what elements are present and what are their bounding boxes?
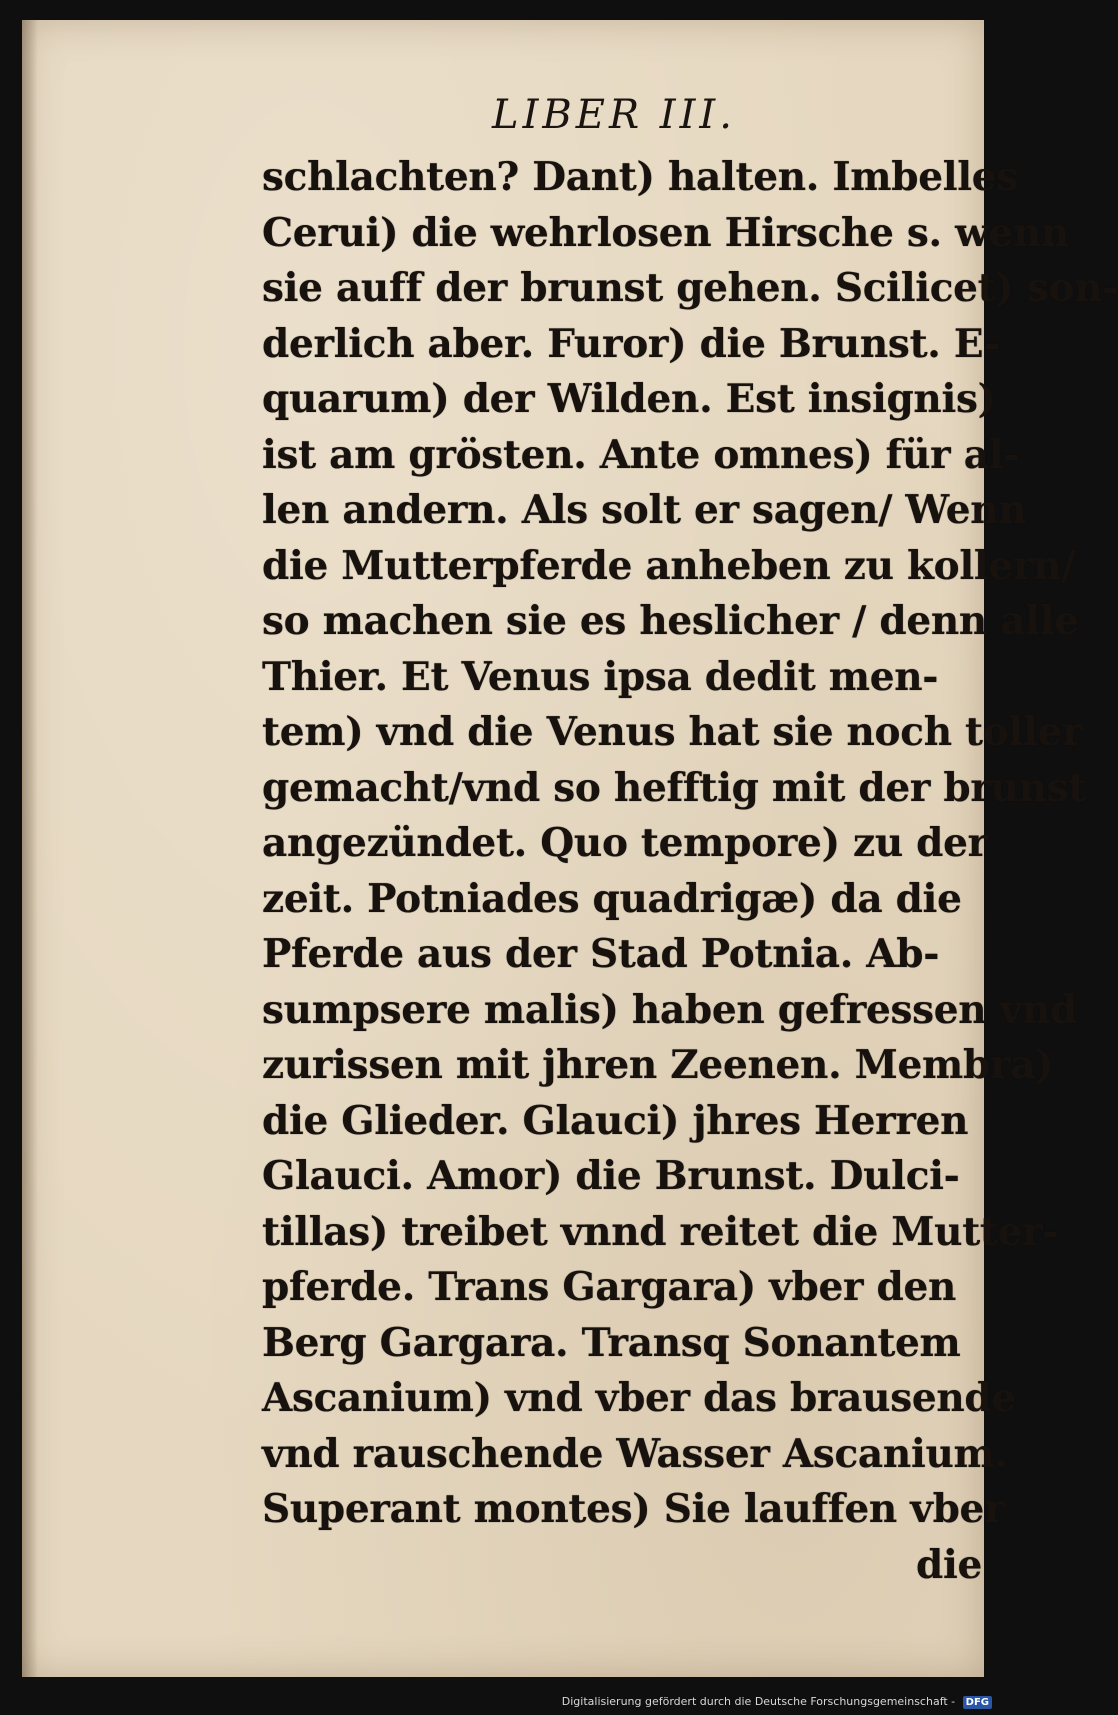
text-line: Cerui) die wehrlosen Hirsche s. wenn <box>262 209 1069 256</box>
text-line: tem) vnd die Venus hat sie noch toller <box>262 709 1083 755</box>
text-line: len andern. Als solt er sagen/ Wenn <box>262 487 1027 533</box>
text-line: angezündet. Quo tempore) zu der <box>262 820 988 866</box>
running-head: LIBER III. <box>492 92 736 138</box>
text-line: Thier. Et Venus ipsa dedit men- <box>262 653 939 700</box>
text-line: tillas) treibet vnnd reitet die Mutter- <box>262 1208 1059 1255</box>
page-spine-shadow <box>22 20 38 1677</box>
text-line: so machen sie es heslicher / denn alle <box>262 598 1079 644</box>
text-line: quarum) der Wilden. Est insignis) <box>262 376 996 422</box>
text-line: vnd rauschende Wasser Ascanium. <box>262 1430 1008 1477</box>
book-page <box>22 20 1118 1677</box>
text-line: sumpsere malis) haben gefressen vnd <box>262 986 1078 1033</box>
text-line: Superant montes) Sie lauffen vber <box>262 1486 1005 1532</box>
text-line: ist am grösten. Ante omnes) für al- <box>262 431 1020 478</box>
text-line: gemacht/vnd so hefftig mit der brunst <box>262 764 1087 811</box>
text-line: Ascanium) vnd vber das brausende <box>262 1375 1016 1421</box>
text-line: zeit. Potniades quadrigæ) da die <box>262 875 962 922</box>
text-line: schlachten? Dant) halten. Imbelles <box>262 154 1018 200</box>
text-line: Berg Gargara. Transq Sonantem <box>262 1319 961 1366</box>
text-line: Glauci. Amor) die Brunst. Dulci- <box>262 1153 960 1199</box>
text-line: sie auff der brunst gehen. Scilicet) son- <box>262 265 1118 311</box>
text-line: zurissen mit jhren Zeenen. Membra) <box>262 1042 1054 1088</box>
text-line: pferde. Trans Gargara) vber den <box>262 1264 957 1310</box>
dfg-logo: DFG <box>963 1696 992 1709</box>
text-line: derlich aber. Furor) die Brunst. E- <box>262 320 1000 367</box>
credit-text: Digitalisierung gefördert durch die Deutsche Forschungsgemeinschaft - <box>561 1695 956 1708</box>
text-line: die Mutterpferde anheben zu kollern/ <box>262 542 1076 589</box>
text-block <box>262 150 1118 1593</box>
catchword: die <box>916 1541 982 1588</box>
text-line: Pferde aus der Stad Potnia. Ab- <box>262 931 940 977</box>
digitization-credit <box>562 1695 992 1709</box>
text-line: die Glieder. Glauci) jhres Herren <box>262 1097 969 1144</box>
